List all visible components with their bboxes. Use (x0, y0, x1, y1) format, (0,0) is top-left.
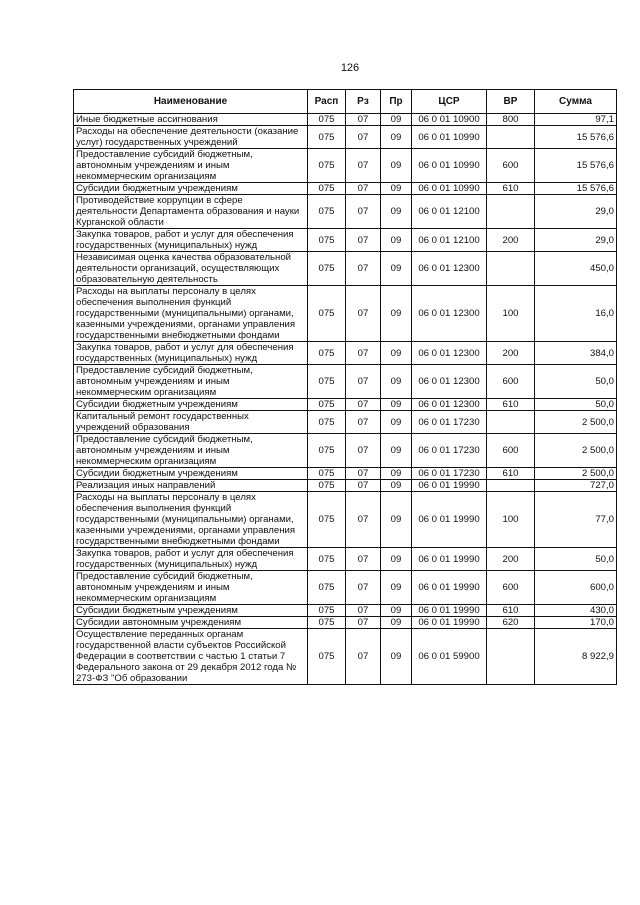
table-row (74, 365, 617, 399)
row-rz: 07 (346, 548, 381, 571)
header-name: Наименование (74, 90, 308, 114)
table-row (74, 342, 617, 365)
row-rz: 07 (346, 468, 381, 480)
row-rasp: 075 (308, 342, 346, 365)
row-name: Независимая оценка качества образовательной деятельности организаций, осуществляющих образовательную деятельность (74, 252, 308, 286)
row-rz: 07 (346, 434, 381, 468)
table-row (74, 114, 617, 126)
row-sum: 77,0 (535, 492, 617, 548)
row-pr: 09 (381, 114, 412, 126)
row-rz: 07 (346, 629, 381, 685)
row-csr: 06 0 01 59900 (412, 629, 487, 685)
row-pr: 09 (381, 492, 412, 548)
table-row (74, 480, 617, 492)
row-pr: 09 (381, 126, 412, 149)
row-rz: 07 (346, 411, 381, 434)
row-sum: 170,0 (535, 617, 617, 629)
row-csr: 06 0 01 10990 (412, 126, 487, 149)
row-csr: 06 0 01 10990 (412, 183, 487, 195)
row-vr: 600 (487, 434, 535, 468)
row-csr: 06 0 01 10990 (412, 149, 487, 183)
row-sum: 15 576,6 (535, 149, 617, 183)
row-sum: 727,0 (535, 480, 617, 492)
row-name: Предоставление субсидий бюджетным, автономным учреждениям и иным некоммерческим организациям (74, 365, 308, 399)
row-pr: 09 (381, 571, 412, 605)
header-pr: Пр (381, 90, 412, 114)
row-csr: 06 0 01 17230 (412, 411, 487, 434)
row-vr: 200 (487, 548, 535, 571)
row-name: Иные бюджетные ассигнования (74, 114, 308, 126)
row-csr: 06 0 01 19990 (412, 571, 487, 605)
row-pr: 09 (381, 434, 412, 468)
row-name: Реализация иных направлений (74, 480, 308, 492)
row-pr: 09 (381, 468, 412, 480)
row-sum: 29,0 (535, 195, 617, 229)
row-csr: 06 0 01 19990 (412, 605, 487, 617)
row-name: Капитальный ремонт государственных учреждений образования (74, 411, 308, 434)
table-header-row (74, 90, 617, 114)
row-pr: 09 (381, 399, 412, 411)
row-rasp: 075 (308, 571, 346, 605)
row-rz: 07 (346, 399, 381, 411)
row-rasp: 075 (308, 492, 346, 548)
row-name: Закупка товаров, работ и услуг для обеспечения государственных (муниципальных) нужд (74, 548, 308, 571)
row-rasp: 075 (308, 114, 346, 126)
row-pr: 09 (381, 286, 412, 342)
table-row (74, 149, 617, 183)
table-row (74, 548, 617, 571)
row-rz: 07 (346, 617, 381, 629)
row-vr: 200 (487, 342, 535, 365)
row-pr: 09 (381, 229, 412, 252)
row-rasp: 075 (308, 468, 346, 480)
row-vr: 600 (487, 571, 535, 605)
row-rz: 07 (346, 342, 381, 365)
table-row (74, 399, 617, 411)
row-vr: 600 (487, 149, 535, 183)
table-row (74, 411, 617, 434)
row-pr: 09 (381, 548, 412, 571)
header-sum: Сумма (535, 90, 617, 114)
row-sum: 50,0 (535, 399, 617, 411)
row-csr: 06 0 01 12100 (412, 195, 487, 229)
row-sum: 600,0 (535, 571, 617, 605)
row-name: Предоставление субсидий бюджетным, автономным учреждениям и иным некоммерческим организациям (74, 149, 308, 183)
row-rasp: 075 (308, 286, 346, 342)
row-vr: 610 (487, 399, 535, 411)
row-csr: 06 0 01 19990 (412, 492, 487, 548)
row-name: Предоставление субсидий бюджетным, автономным учреждениям и иным некоммерческим организациям (74, 571, 308, 605)
row-rz: 07 (346, 252, 381, 286)
header-vr: ВР (487, 90, 535, 114)
row-rz: 07 (346, 229, 381, 252)
row-vr (487, 252, 535, 286)
row-rz: 07 (346, 126, 381, 149)
table-row (74, 229, 617, 252)
row-vr: 610 (487, 605, 535, 617)
row-rasp: 075 (308, 399, 346, 411)
row-vr: 100 (487, 286, 535, 342)
header-rasp: Расп (308, 90, 346, 114)
table-row (74, 252, 617, 286)
row-sum: 2 500,0 (535, 434, 617, 468)
page-number: 126 (340, 62, 360, 74)
row-rasp: 075 (308, 434, 346, 468)
row-sum: 97,1 (535, 114, 617, 126)
row-pr: 09 (381, 629, 412, 685)
row-sum: 15 576,6 (535, 126, 617, 149)
row-rasp: 075 (308, 183, 346, 195)
row-name: Расходы на выплаты персоналу в целях обеспечения выполнения функций государственными (муниципальными) органами, казенными учреждениями, органами управления государственными внебюджетными фондами (74, 492, 308, 548)
table-row (74, 468, 617, 480)
row-name: Субсидии бюджетным учреждениям (74, 605, 308, 617)
row-pr: 09 (381, 617, 412, 629)
table-body (74, 114, 617, 685)
row-rasp: 075 (308, 605, 346, 617)
row-csr: 06 0 01 12100 (412, 229, 487, 252)
row-pr: 09 (381, 183, 412, 195)
row-name: Осуществление переданных органам государственной власти субъектов Российской Федерации в соответствии с частью 1 статьи 7 Федерального закона от 29 декабря 2012 года № 273-ФЗ "Об образовании (74, 629, 308, 685)
row-pr: 09 (381, 411, 412, 434)
row-rasp: 075 (308, 548, 346, 571)
row-pr: 09 (381, 342, 412, 365)
row-rasp: 075 (308, 629, 346, 685)
row-rasp: 075 (308, 411, 346, 434)
row-rasp: 075 (308, 126, 346, 149)
row-pr: 09 (381, 149, 412, 183)
row-sum: 2 500,0 (535, 468, 617, 480)
budget-table (73, 89, 617, 685)
table-row (74, 195, 617, 229)
row-name: Расходы на обеспечение деятельности (оказание услуг) государственных учреждений (74, 126, 308, 149)
row-csr: 06 0 01 12300 (412, 365, 487, 399)
header-rz: Рз (346, 90, 381, 114)
table-row (74, 605, 617, 617)
row-vr: 100 (487, 492, 535, 548)
row-name: Закупка товаров, работ и услуг для обеспечения государственных (муниципальных) нужд (74, 342, 308, 365)
row-name: Противодействие коррупции в сфере деятельности Департамента образования и науки Курганской области (74, 195, 308, 229)
row-sum: 2 500,0 (535, 411, 617, 434)
row-pr: 09 (381, 252, 412, 286)
row-sum: 16,0 (535, 286, 617, 342)
row-sum: 50,0 (535, 548, 617, 571)
row-pr: 09 (381, 365, 412, 399)
row-name: Расходы на выплаты персоналу в целях обеспечения выполнения функций государственными (муниципальными) органами, казенными учреждениями, органами управления государственными внебюджетными фондами (74, 286, 308, 342)
row-sum: 8 922,9 (535, 629, 617, 685)
header-csr: ЦСР (412, 90, 487, 114)
row-vr: 620 (487, 617, 535, 629)
row-rasp: 075 (308, 252, 346, 286)
row-rasp: 075 (308, 617, 346, 629)
row-vr: 610 (487, 468, 535, 480)
table-row (74, 492, 617, 548)
row-vr: 800 (487, 114, 535, 126)
row-rz: 07 (346, 365, 381, 399)
row-csr: 06 0 01 12300 (412, 286, 487, 342)
row-vr: 200 (487, 229, 535, 252)
row-csr: 06 0 01 10900 (412, 114, 487, 126)
row-pr: 09 (381, 605, 412, 617)
row-name: Закупка товаров, работ и услуг для обеспечения государственных (муниципальных) нужд (74, 229, 308, 252)
row-vr (487, 629, 535, 685)
row-name: Субсидии автономным учреждениям (74, 617, 308, 629)
row-sum: 50,0 (535, 365, 617, 399)
row-sum: 430,0 (535, 605, 617, 617)
row-pr: 09 (381, 480, 412, 492)
row-sum: 15 576,6 (535, 183, 617, 195)
row-csr: 06 0 01 19990 (412, 617, 487, 629)
row-rz: 07 (346, 149, 381, 183)
row-vr (487, 480, 535, 492)
row-name: Субсидии бюджетным учреждениям (74, 183, 308, 195)
row-vr (487, 195, 535, 229)
row-sum: 29,0 (535, 229, 617, 252)
row-name: Субсидии бюджетным учреждениям (74, 399, 308, 411)
row-csr: 06 0 01 17230 (412, 468, 487, 480)
row-rz: 07 (346, 480, 381, 492)
table-row (74, 183, 617, 195)
row-csr: 06 0 01 17230 (412, 434, 487, 468)
row-rz: 07 (346, 286, 381, 342)
row-vr (487, 411, 535, 434)
row-name: Предоставление субсидий бюджетным, автономным учреждениям и иным некоммерческим организациям (74, 434, 308, 468)
row-sum: 384,0 (535, 342, 617, 365)
row-rz: 07 (346, 605, 381, 617)
table-row (74, 126, 617, 149)
row-rz: 07 (346, 183, 381, 195)
row-vr (487, 126, 535, 149)
row-vr: 610 (487, 183, 535, 195)
row-rz: 07 (346, 571, 381, 605)
row-rasp: 075 (308, 480, 346, 492)
table-row (74, 617, 617, 629)
row-rasp: 075 (308, 195, 346, 229)
row-name: Субсидии бюджетным учреждениям (74, 468, 308, 480)
table-row (74, 286, 617, 342)
row-rasp: 075 (308, 149, 346, 183)
row-pr: 09 (381, 195, 412, 229)
row-rz: 07 (346, 195, 381, 229)
row-vr: 600 (487, 365, 535, 399)
row-csr: 06 0 01 12300 (412, 399, 487, 411)
row-rasp: 075 (308, 229, 346, 252)
table-row (74, 629, 617, 685)
row-csr: 06 0 01 12300 (412, 252, 487, 286)
row-rz: 07 (346, 492, 381, 548)
row-rz: 07 (346, 114, 381, 126)
row-sum: 450,0 (535, 252, 617, 286)
row-rasp: 075 (308, 365, 346, 399)
table-row (74, 571, 617, 605)
row-csr: 06 0 01 12300 (412, 342, 487, 365)
table-row (74, 434, 617, 468)
row-csr: 06 0 01 19990 (412, 548, 487, 571)
row-csr: 06 0 01 19990 (412, 480, 487, 492)
